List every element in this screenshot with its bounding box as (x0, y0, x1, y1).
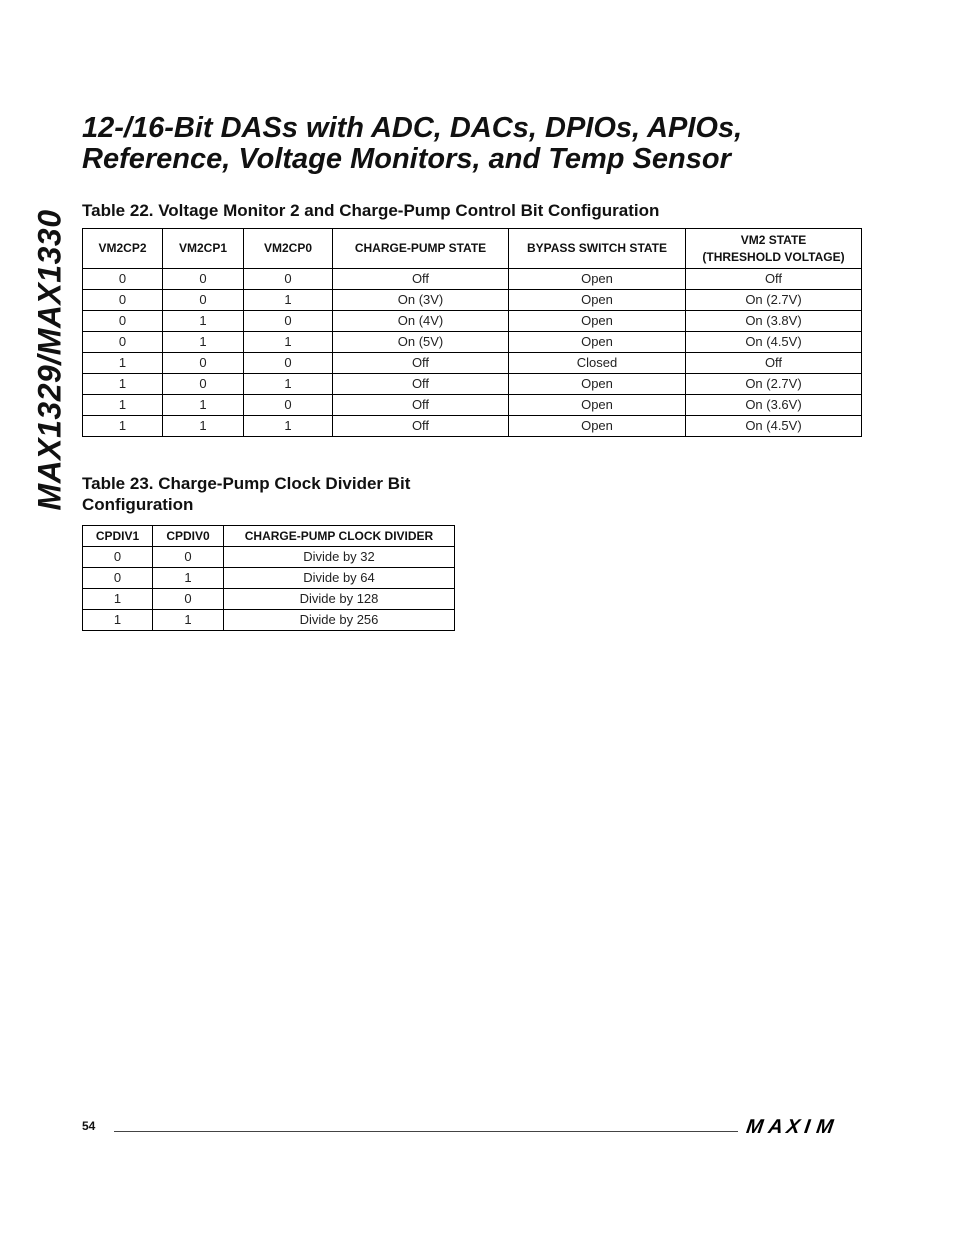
table-cell: On (4V) (333, 311, 509, 332)
table-cell: 0 (83, 547, 153, 568)
svg-text:M: M (814, 1116, 836, 1138)
page-title-line-2: Reference, Voltage Monitors, and Temp Sensor (82, 143, 731, 175)
table-row (83, 290, 862, 311)
table-cell: Divide by 64 (224, 568, 455, 589)
svg-text:A: A (766, 1116, 786, 1138)
header-vm2-state-line-2: (THRESHOLD VOLTAGE) (702, 249, 845, 264)
table-row (83, 416, 862, 437)
table-cell: Off (333, 416, 509, 437)
table-cell: 0 (153, 547, 224, 568)
table-row (83, 589, 455, 610)
table-22 (82, 228, 862, 437)
table-23-body (83, 547, 455, 631)
header-cpdiv0: CPDIV0 (153, 526, 224, 547)
table-cell: On (4.5V) (686, 332, 862, 353)
svg-text:I: I (802, 1116, 813, 1138)
table-cell: Divide by 32 (224, 547, 455, 568)
table-cell: On (3.8V) (686, 311, 862, 332)
table-cell: 1 (153, 610, 224, 631)
table-cell: On (5V) (333, 332, 509, 353)
table-cell: 1 (163, 416, 244, 437)
table-row (83, 332, 862, 353)
table-row (83, 311, 862, 332)
header-vm2cp0: VM2CP0 (244, 229, 333, 269)
header-vm2-state (686, 229, 862, 269)
table-cell: 0 (163, 290, 244, 311)
table-cell: On (4.5V) (686, 416, 862, 437)
table-cell: 1 (153, 568, 224, 589)
table-23-caption-line-1: Table 23. Charge-Pump Clock Divider Bit (82, 474, 411, 493)
table-cell: Open (509, 374, 686, 395)
table-cell: 0 (244, 311, 333, 332)
table-cell: Open (509, 269, 686, 290)
table-cell: 0 (83, 568, 153, 589)
table-cell: 1 (163, 395, 244, 416)
table-cell: 1 (83, 589, 153, 610)
table-cell: 0 (83, 311, 163, 332)
table-header-row (83, 526, 455, 547)
svg-text:X: X (784, 1116, 803, 1138)
table-cell: Closed (509, 353, 686, 374)
table-cell: 1 (244, 416, 333, 437)
table-cell: Off (686, 269, 862, 290)
header-bypass-switch-state: BYPASS SWITCH STATE (509, 229, 686, 269)
table-cell: 1 (163, 311, 244, 332)
table-cell: Off (333, 395, 509, 416)
header-vm2cp2: VM2CP2 (83, 229, 163, 269)
maxim-logo-mark (744, 1116, 860, 1138)
table-cell: 1 (244, 290, 333, 311)
table-cell: 0 (83, 269, 163, 290)
maxim-logo (744, 1116, 860, 1138)
page-title-line-1: 12-/16-Bit DASs with ADC, DACs, DPIOs, APIOs, (82, 112, 743, 144)
table-header-row (83, 229, 862, 269)
header-vm2cp1: VM2CP1 (163, 229, 244, 269)
table-cell: 0 (83, 290, 163, 311)
table-cell: Open (509, 416, 686, 437)
table-cell: 0 (163, 269, 244, 290)
table-cell: 1 (83, 416, 163, 437)
table-cell: 0 (244, 395, 333, 416)
table-cell: On (2.7V) (686, 290, 862, 311)
table-cell: On (2.7V) (686, 374, 862, 395)
table-cell: Off (333, 269, 509, 290)
header-cpdiv1: CPDIV1 (83, 526, 153, 547)
table-row (83, 353, 862, 374)
side-part-number (30, 200, 70, 520)
table-cell: Divide by 256 (224, 610, 455, 631)
table-cell: Open (509, 332, 686, 353)
table-cell: 0 (153, 589, 224, 610)
header-charge-pump-state: CHARGE-PUMP STATE (333, 229, 509, 269)
table-cell: Divide by 128 (224, 589, 455, 610)
table-row (83, 269, 862, 290)
svg-text:M: M (744, 1116, 766, 1138)
table-23 (82, 525, 455, 631)
table-row (83, 374, 862, 395)
footer-rule (114, 1131, 738, 1132)
table-row (83, 547, 455, 568)
table-row (83, 568, 455, 589)
table-cell: On (3.6V) (686, 395, 862, 416)
table-cell: 0 (244, 269, 333, 290)
table-22-body (83, 269, 862, 437)
table-cell: Open (509, 290, 686, 311)
header-vm2-state-line-1: VM2 STATE (740, 232, 807, 247)
table-23-caption-line-2: Configuration (82, 495, 194, 514)
table-cell: 1 (83, 353, 163, 374)
table-cell: 1 (244, 332, 333, 353)
table-cell: 0 (244, 353, 333, 374)
table-cell: Off (686, 353, 862, 374)
page-number: 54 (82, 1119, 96, 1133)
table-cell: Open (509, 395, 686, 416)
table-cell: 0 (163, 353, 244, 374)
table-cell: 1 (83, 610, 153, 631)
table-row (83, 610, 455, 631)
table-cell: Off (333, 353, 509, 374)
table-cell: Off (333, 374, 509, 395)
page-title (82, 113, 902, 175)
table-cell: 0 (83, 332, 163, 353)
header-clock-divider: CHARGE-PUMP CLOCK DIVIDER (224, 526, 455, 547)
table-cell: 1 (163, 332, 244, 353)
table-cell: Open (509, 311, 686, 332)
table-23-caption (82, 473, 410, 515)
table-cell: 0 (163, 374, 244, 395)
table-cell: 1 (83, 395, 163, 416)
table-row (83, 395, 862, 416)
table-cell: 1 (244, 374, 333, 395)
table-cell: On (3V) (333, 290, 509, 311)
side-part-number-text: MAX1329/MAX1330 (31, 209, 68, 511)
table-22-caption: Table 22. Voltage Monitor 2 and Charge-Pump Control Bit Configuration (82, 201, 660, 220)
table-cell: 1 (83, 374, 163, 395)
